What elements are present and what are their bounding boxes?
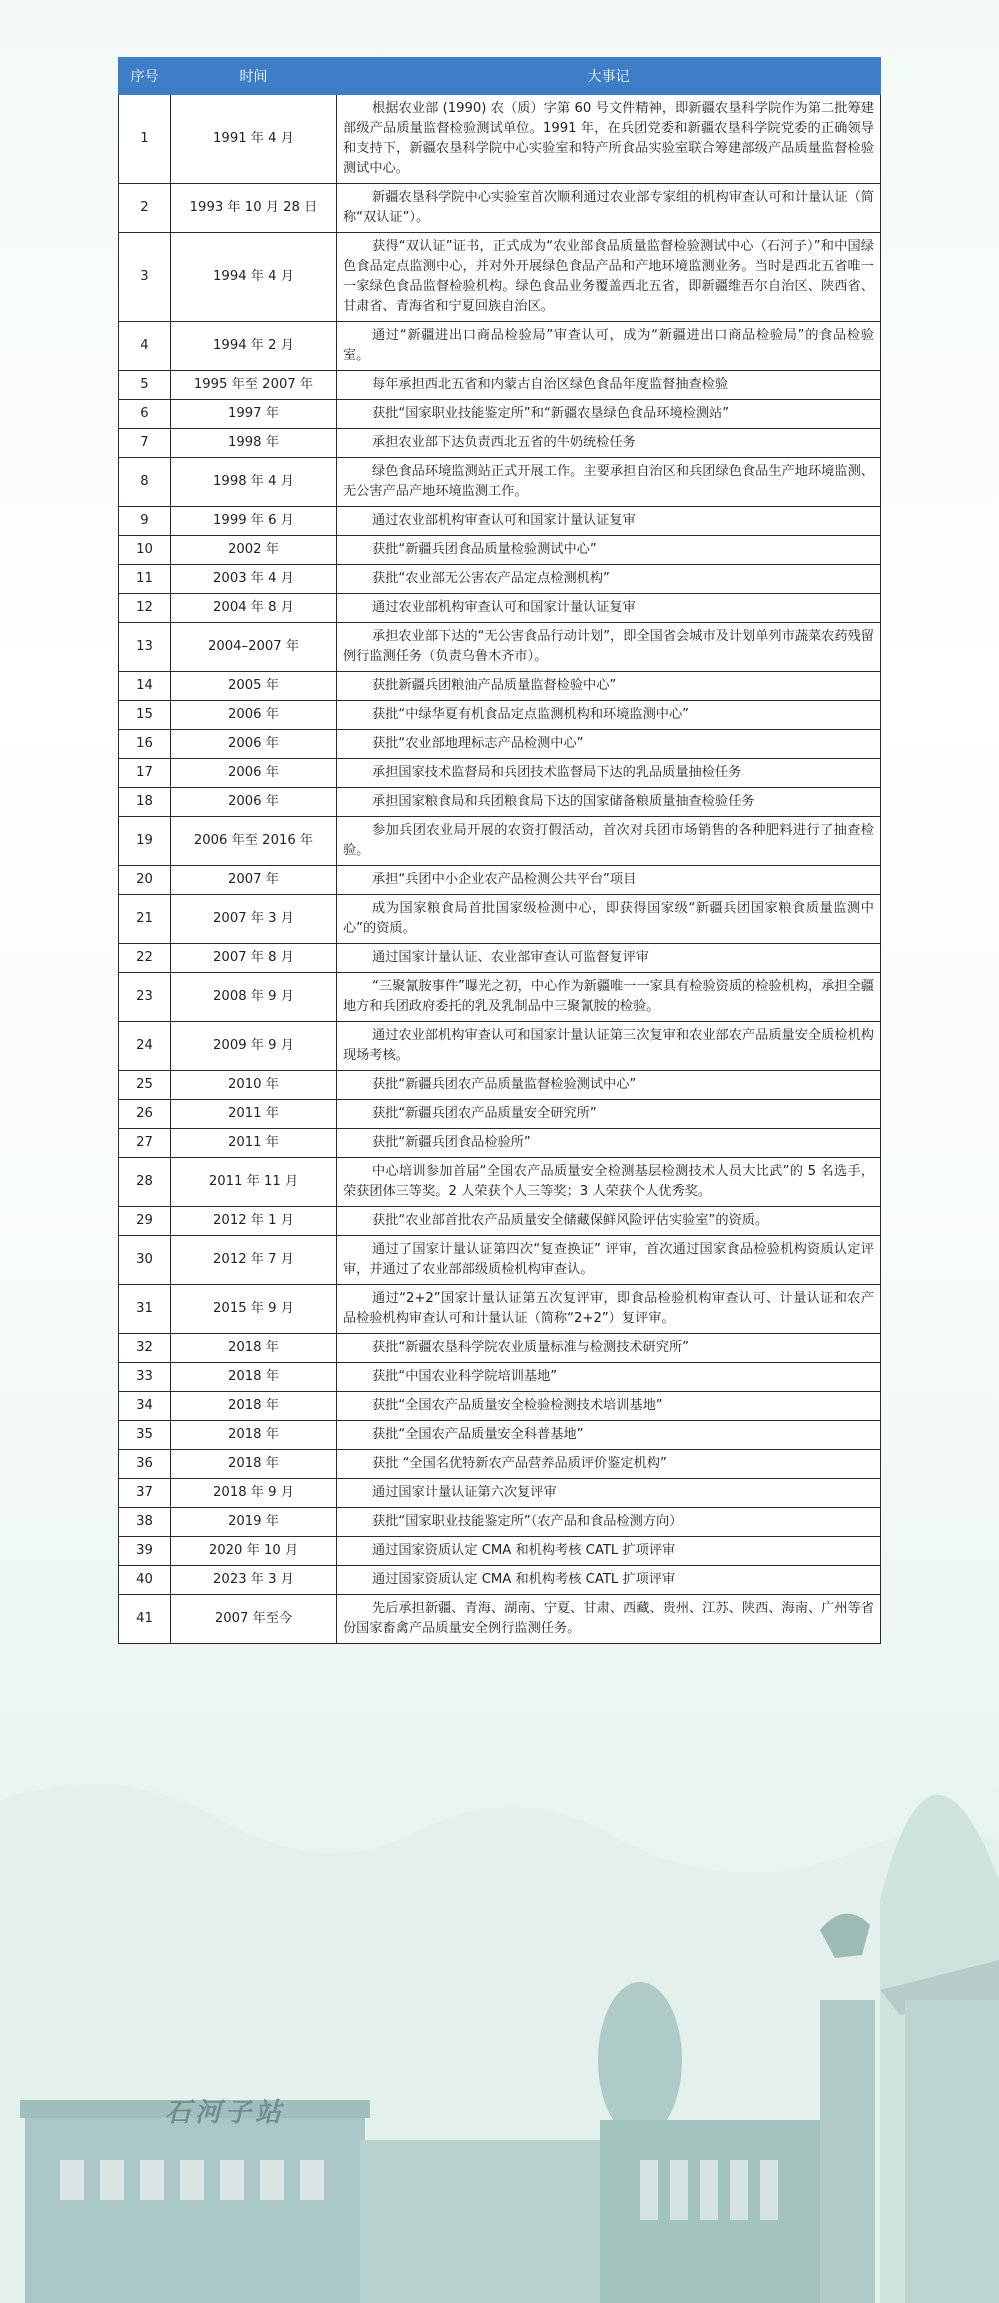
- row-serial-no: 12: [119, 594, 171, 623]
- row-serial-no: 21: [119, 895, 171, 944]
- row-event: 承担国家粮食局和兵团粮食局下达的国家储备粮质量抽查检验任务: [337, 788, 881, 817]
- row-serial-no: 2: [119, 184, 171, 233]
- row-event: 通过了国家计量认证第四次“复查换证” 评审，首次通过国家食品检验机构资质认定评审，并通过了农业部部级质检机构审查认。: [337, 1236, 881, 1285]
- row-time: 2011 年: [171, 1129, 337, 1158]
- building-center: [360, 2140, 620, 2303]
- row-event: 获批“新疆农垦科学院农业质量标准与检测技术研究所”: [337, 1334, 881, 1363]
- row-time: 2007 年至今: [171, 1595, 337, 1644]
- row-time: 2008 年 9 月: [171, 973, 337, 1022]
- table-row: [119, 507, 881, 536]
- table-row: [119, 429, 881, 458]
- table-row: [119, 1100, 881, 1129]
- row-event: 承担农业部下达的“无公害食品行动计划”，即全国省会城市及计划单列市蔬菜农药残留例行监测任务（负责乌鲁木齐市）。: [337, 623, 881, 672]
- row-serial-no: 7: [119, 429, 171, 458]
- row-serial-no: 1: [119, 95, 171, 184]
- row-serial-no: 32: [119, 1334, 171, 1363]
- row-event: 参加兵团农业局开展的农资打假活动，首次对兵团市场销售的各种肥料进行了抽查检验。: [337, 817, 881, 866]
- row-event: 获得“双认证”证书，正式成为“农业部食品质量监督检验测试中心（石河子）”和中国绿色食品定点监测中心，并对外开展绿色食品产品和产地环境监测业务。当时是西北五省唯一一家绿色食品监督检验机构。绿色食品业务覆盖西北五省，即新疆维吾尔自治区、陕西省、甘肃省、青海省和宁夏回族自治区。: [337, 233, 881, 322]
- dome-structure: [598, 1982, 682, 2138]
- table-row: [119, 1595, 881, 1644]
- row-event: 先后承担新疆、青海、湖南、宁夏、甘肃、西藏、贵州、江苏、陕西、海南、广州等省份国家畜禽产品质量安全例行监测任务。: [337, 1595, 881, 1644]
- row-serial-no: 19: [119, 817, 171, 866]
- row-serial-no: 5: [119, 371, 171, 400]
- row-event: 获批“全国农产品质量安全科普基地”: [337, 1421, 881, 1450]
- table-row: [119, 594, 881, 623]
- row-event: 获批“新疆兵团食品检验所”: [337, 1129, 881, 1158]
- table-row: [119, 788, 881, 817]
- table-row: [119, 1207, 881, 1236]
- station-sign: 石河子站: [165, 2098, 286, 2128]
- row-time: 2004–2007 年: [171, 623, 337, 672]
- row-event: 获批新疆兵团粮油产品质量监督检验中心”: [337, 672, 881, 701]
- row-time: 2003 年 4 月: [171, 565, 337, 594]
- row-serial-no: 26: [119, 1100, 171, 1129]
- row-serial-no: 13: [119, 623, 171, 672]
- row-serial-no: 34: [119, 1392, 171, 1421]
- row-time: 2010 年: [171, 1071, 337, 1100]
- table-row: [119, 1071, 881, 1100]
- table-row: [119, 371, 881, 400]
- table-row: [119, 730, 881, 759]
- row-time: 2018 年: [171, 1392, 337, 1421]
- table-row: [119, 1566, 881, 1595]
- table-row: [119, 672, 881, 701]
- row-time: 2019 年: [171, 1508, 337, 1537]
- row-time: 2023 年 3 月: [171, 1566, 337, 1595]
- row-event: 承担农业部下达负责西北五省的牛奶统检任务: [337, 429, 881, 458]
- row-time: 1994 年 4 月: [171, 233, 337, 322]
- table-row: [119, 1508, 881, 1537]
- row-time: 2006 年: [171, 759, 337, 788]
- row-time: 1993 年 10 月 28 日: [171, 184, 337, 233]
- table-row: [119, 944, 881, 973]
- row-time: 2020 年 10 月: [171, 1537, 337, 1566]
- row-time: 2002 年: [171, 536, 337, 565]
- table-row: [119, 1537, 881, 1566]
- row-serial-no: 4: [119, 322, 171, 371]
- table-row: [119, 1158, 881, 1207]
- row-event: 通过国家资质认定 CMA 和机构考核 CATL 扩项评审: [337, 1537, 881, 1566]
- table-row: [119, 400, 881, 429]
- row-serial-no: 41: [119, 1595, 171, 1644]
- row-serial-no: 36: [119, 1450, 171, 1479]
- row-time: 2006 年: [171, 730, 337, 759]
- row-time: 2004 年 8 月: [171, 594, 337, 623]
- row-event: 获批“新疆兵团农产品质量安全研究所”: [337, 1100, 881, 1129]
- row-time: 2005 年: [171, 672, 337, 701]
- table-row: [119, 1392, 881, 1421]
- row-event: 通过农业部机构审查认可和国家计量认证复审: [337, 594, 881, 623]
- row-time: 1999 年 6 月: [171, 507, 337, 536]
- row-time: 1995 年至 2007 年: [171, 371, 337, 400]
- row-serial-no: 38: [119, 1508, 171, 1537]
- row-time: 2007 年 8 月: [171, 944, 337, 973]
- row-time: 2015 年 9 月: [171, 1285, 337, 1334]
- row-serial-no: 35: [119, 1421, 171, 1450]
- row-event: 获批 “全国名优特新农产品营养品质评价鉴定机构”: [337, 1450, 881, 1479]
- table-row: [119, 1421, 881, 1450]
- table-row: [119, 458, 881, 507]
- row-event: 每年承担西北五省和内蒙古自治区绿色食品年度监督抽查检验: [337, 371, 881, 400]
- table-row: [119, 1022, 881, 1071]
- table-row: [119, 322, 881, 371]
- row-event: 新疆农垦科学院中心实验室首次顺利通过农业部专家组的机构审查认可和计量认证（简称“双认证”）。: [337, 184, 881, 233]
- row-event: 通过农业部机构审查认可和国家计量认证复审: [337, 507, 881, 536]
- row-event: 通过农业部机构审查认可和国家计量认证第三次复审和农业部农产品质量安全质检机构现场考核。: [337, 1022, 881, 1071]
- row-event: 通过国家计量认证、农业部审查认可监督复评审: [337, 944, 881, 973]
- row-event: 中心培训参加首届“全国农产品质量安全检测基层检测技术人员大比武”的 5 名选手，荣获团体三等奖。2 人荣获个人三等奖；3 人荣获个人优秀奖。: [337, 1158, 881, 1207]
- row-serial-no: 30: [119, 1236, 171, 1285]
- row-time: 1998 年: [171, 429, 337, 458]
- row-time: 2006 年: [171, 788, 337, 817]
- table-row: [119, 184, 881, 233]
- row-event: 绿色食品环境监测站正式开展工作。主要承担自治区和兵团绿色食品生产地环境监测、无公害产品产地环境监测工作。: [337, 458, 881, 507]
- row-time: 2006 年: [171, 701, 337, 730]
- row-time: 2007 年 3 月: [171, 895, 337, 944]
- table-row: [119, 95, 881, 184]
- table-row: [119, 565, 881, 594]
- row-serial-no: 40: [119, 1566, 171, 1595]
- row-serial-no: 16: [119, 730, 171, 759]
- table-row: [119, 233, 881, 322]
- row-serial-no: 22: [119, 944, 171, 973]
- row-time: 2018 年: [171, 1421, 337, 1450]
- building-left: [25, 2115, 365, 2303]
- table-row: [119, 1479, 881, 1508]
- row-serial-no: 10: [119, 536, 171, 565]
- row-event: 通过国家资质认定 CMA 和机构考核 CATL 扩项评审: [337, 1566, 881, 1595]
- row-serial-no: 11: [119, 565, 171, 594]
- table-header-row: [119, 58, 881, 95]
- row-event: 承担国家技术监督局和兵团技术监督局下达的乳品质量抽检任务: [337, 759, 881, 788]
- row-event: 获批“农业部地理标志产品检测中心”: [337, 730, 881, 759]
- row-event: 获批“新疆兵团农产品质量监督检验测试中心”: [337, 1071, 881, 1100]
- row-event: 通过“新疆进出口商品检验局”审查认可，成为“新疆进出口商品检验局”的食品检验室。: [337, 322, 881, 371]
- table-row: [119, 1129, 881, 1158]
- row-time: 2011 年 11 月: [171, 1158, 337, 1207]
- row-serial-no: 31: [119, 1285, 171, 1334]
- row-event: 获批“中绿华夏有机食品定点监测机构和环境监测中心”: [337, 701, 881, 730]
- row-event: 获批“国家职业技能鉴定所”（农产品和食品检测方向）: [337, 1508, 881, 1537]
- row-serial-no: 14: [119, 672, 171, 701]
- row-time: 1991 年 4 月: [171, 95, 337, 184]
- header-time: 时间: [171, 58, 337, 95]
- row-event: 根据农业部 (1990) 农（质）字第 60 号文件精神，即新疆农垦科学院作为第二批筹建部级产品质量监督检验测试单位。1991 年，在兵团党委和新疆农垦科学院党委的正确领导和支持下，新疆农垦科学院中心实验室和特产所食品实验室联合筹建部级产品质量监督检验测试中心。: [337, 95, 881, 184]
- table-row: [119, 1363, 881, 1392]
- header-serial-no: 序号: [119, 58, 171, 95]
- row-event: 获批“全国农产品质量安全检验检测技术培训基地”: [337, 1392, 881, 1421]
- row-serial-no: 29: [119, 1207, 171, 1236]
- row-serial-no: 27: [119, 1129, 171, 1158]
- row-time: 1997 年: [171, 400, 337, 429]
- row-serial-no: 18: [119, 788, 171, 817]
- row-serial-no: 33: [119, 1363, 171, 1392]
- table-row: [119, 973, 881, 1022]
- row-event: 获批“国家职业技能鉴定所”和“新疆农垦绿色食品环境检测站”: [337, 400, 881, 429]
- row-time: 2011 年: [171, 1100, 337, 1129]
- row-serial-no: 3: [119, 233, 171, 322]
- row-event: 获批“新疆兵团食品质量检验测试中心”: [337, 536, 881, 565]
- row-time: 2012 年 7 月: [171, 1236, 337, 1285]
- table-row: [119, 1334, 881, 1363]
- row-serial-no: 24: [119, 1022, 171, 1071]
- table-row: [119, 701, 881, 730]
- table-row: [119, 1236, 881, 1285]
- row-time: 2007 年: [171, 866, 337, 895]
- row-event: 获批“农业部首批农产品质量安全储藏保鲜风险评估实验室”的资质。: [337, 1207, 881, 1236]
- row-serial-no: 6: [119, 400, 171, 429]
- table-row: [119, 759, 881, 788]
- table-row: [119, 817, 881, 866]
- row-serial-no: 23: [119, 973, 171, 1022]
- pillar: [820, 2000, 875, 2303]
- row-time: 1994 年 2 月: [171, 322, 337, 371]
- row-time: 1998 年 4 月: [171, 458, 337, 507]
- row-serial-no: 25: [119, 1071, 171, 1100]
- row-serial-no: 15: [119, 701, 171, 730]
- row-time: 2018 年: [171, 1334, 337, 1363]
- table-row: [119, 895, 881, 944]
- row-time: 2018 年 9 月: [171, 1479, 337, 1508]
- row-time: 2018 年: [171, 1363, 337, 1392]
- row-serial-no: 37: [119, 1479, 171, 1508]
- row-serial-no: 28: [119, 1158, 171, 1207]
- milestones-table-wrapper: [118, 57, 880, 1644]
- row-event: 承担“兵团中小企业农产品检测公共平台”项目: [337, 866, 881, 895]
- milestones-table: [118, 57, 881, 1644]
- row-time: 2006 年至 2016 年: [171, 817, 337, 866]
- row-serial-no: 8: [119, 458, 171, 507]
- table-row: [119, 866, 881, 895]
- row-time: 2012 年 1 月: [171, 1207, 337, 1236]
- row-serial-no: 17: [119, 759, 171, 788]
- row-serial-no: 39: [119, 1537, 171, 1566]
- table-row: [119, 623, 881, 672]
- row-time: 2018 年: [171, 1450, 337, 1479]
- row-event: 通过“2+2”国家计量认证第五次复评审，即食品检验机构审查认可、计量认证和农产品检验机构审查认可和计量认证（简称“2+2”）复评审。: [337, 1285, 881, 1334]
- table-row: [119, 1450, 881, 1479]
- table-row: [119, 1285, 881, 1334]
- pavilion-body: [905, 2000, 999, 2303]
- table-row: [119, 536, 881, 565]
- row-event: 成为国家粮食局首批国家级检测中心，即获得国家级“新疆兵团国家粮食质量监测中心”的资质。: [337, 895, 881, 944]
- header-event: 大事记: [337, 58, 881, 95]
- row-serial-no: 9: [119, 507, 171, 536]
- row-event: “三聚氰胺事件”曝光之初，中心作为新疆唯一一家具有检验资质的检验机构，承担全疆地方和兵团政府委托的乳及乳制品中三聚氰胺的检验。: [337, 973, 881, 1022]
- row-serial-no: 20: [119, 866, 171, 895]
- row-time: 2009 年 9 月: [171, 1022, 337, 1071]
- row-event: 获批“中国农业科学院培训基地”: [337, 1363, 881, 1392]
- row-event: 获批“农业部无公害农产品定点检测机构”: [337, 565, 881, 594]
- row-event: 通过国家计量认证第六次复评审: [337, 1479, 881, 1508]
